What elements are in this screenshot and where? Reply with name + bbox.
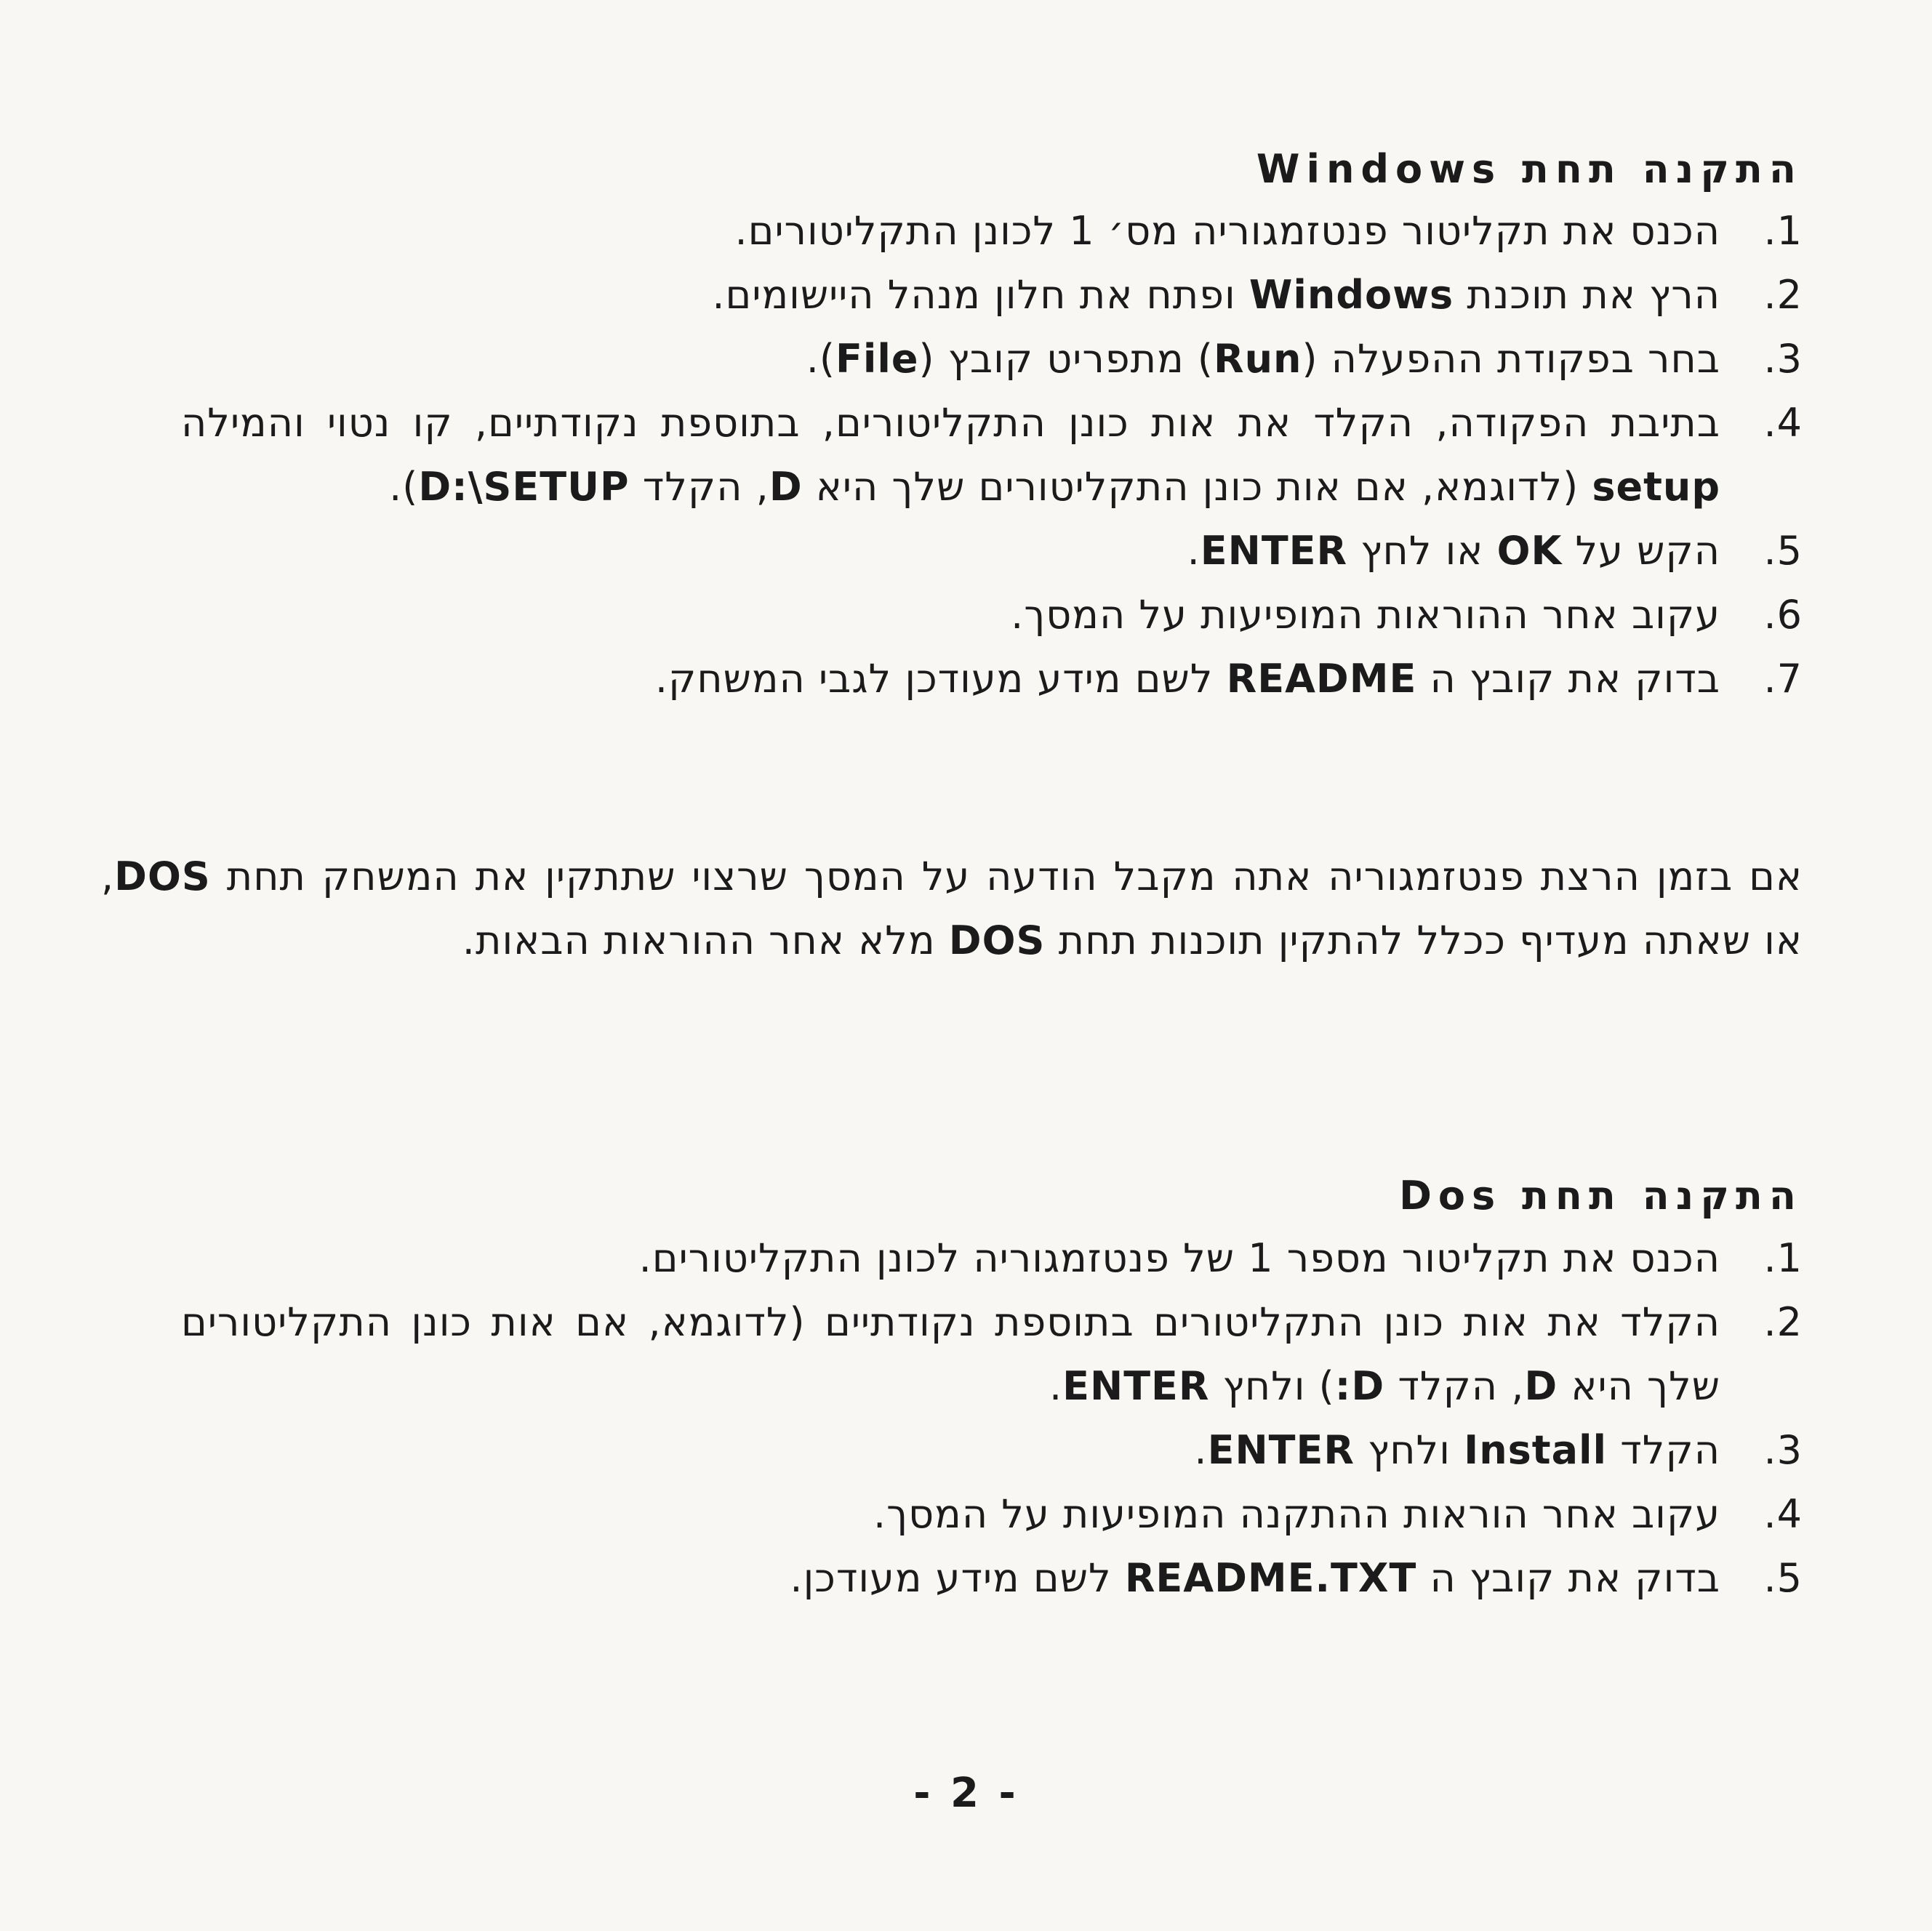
- step-number: 5.: [1763, 528, 1803, 574]
- text-segment: לשם מידע מעודכן לגבי המשחק.: [654, 656, 1227, 702]
- dos-note-paragraph: [101, 845, 1803, 973]
- text-segment: הקש על: [1562, 528, 1720, 574]
- install-step: [181, 1290, 1803, 1418]
- latin-term: DOS: [114, 854, 211, 899]
- latin-term: ENTER: [1062, 1363, 1210, 1409]
- windows-heading-english: Windows: [1256, 146, 1502, 192]
- install-step: [181, 1227, 1803, 1290]
- step-number: 3.: [1763, 1427, 1803, 1473]
- install-step: [181, 1546, 1803, 1610]
- text-segment: .: [1194, 1427, 1208, 1473]
- text-segment: לשם מידע מעודכן.: [790, 1555, 1125, 1601]
- text-segment: ).: [389, 464, 419, 510]
- latin-term: D:\SETUP: [418, 464, 630, 510]
- step-number: 1.: [1763, 1235, 1803, 1281]
- install-step: [181, 647, 1803, 711]
- step-text: [181, 647, 1720, 711]
- text-segment: או לחץ: [1347, 528, 1497, 574]
- step-number: 4.: [1763, 400, 1803, 446]
- text-segment: .: [1049, 1363, 1063, 1409]
- text-segment: הקלד את אות כונן התקליטורים בתוספת נקודתיים (לדוגמא, אם אות כונן התקליטורים שלך היא: [181, 1299, 1720, 1409]
- step-text: [181, 199, 1720, 263]
- text-segment: בדוק את קובץ ה: [1416, 656, 1720, 702]
- step-text: [181, 1227, 1720, 1290]
- latin-term: D: [769, 464, 803, 510]
- latin-term: Run: [1213, 336, 1302, 382]
- install-step: [181, 519, 1803, 583]
- install-step: [181, 583, 1803, 647]
- windows-install-heading: [203, 144, 1803, 195]
- text-segment: בחר בפקודת ההפעלה (: [1302, 336, 1720, 382]
- latin-term: README.TXT: [1124, 1555, 1417, 1601]
- install-step: [181, 327, 1803, 391]
- text-segment: ) ולחץ: [1209, 1363, 1335, 1409]
- latin-term: DOS: [948, 918, 1046, 963]
- text-segment: .: [1187, 528, 1201, 574]
- text-segment: ולחץ: [1354, 1427, 1464, 1473]
- step-text: [181, 1418, 1720, 1482]
- text-segment: (לדוגמא, אם אות כונן התקליטורים שלך היא: [802, 464, 1592, 510]
- step-number: 4.: [1763, 1491, 1803, 1537]
- text-segment: , הקלד: [629, 464, 769, 510]
- step-number: 2.: [1763, 1299, 1803, 1345]
- text-segment: עקוב אחר הוראות ההתקנה המופיעות על המסך.: [873, 1491, 1720, 1537]
- step-number: 5.: [1763, 1555, 1803, 1601]
- text-segment: , הקלד: [1384, 1363, 1525, 1409]
- latin-term: README: [1226, 656, 1417, 702]
- step-text: [181, 1290, 1720, 1418]
- page-number: - 2 -: [913, 1770, 1019, 1817]
- windows-install-steps: [181, 199, 1803, 711]
- latin-term: setup: [1592, 464, 1720, 510]
- install-step: [181, 199, 1803, 263]
- step-text: [181, 1546, 1720, 1610]
- latin-term: OK: [1496, 528, 1563, 574]
- text-segment: בדוק את קובץ ה: [1416, 1555, 1720, 1601]
- step-text: [181, 519, 1720, 583]
- install-step: [181, 391, 1803, 519]
- dos-install-steps: [181, 1227, 1803, 1610]
- text-segment: ) מתפריט קובץ (: [918, 336, 1214, 382]
- latin-term: Install: [1464, 1427, 1608, 1473]
- text-segment: הקלד: [1607, 1427, 1720, 1473]
- install-step: [181, 263, 1803, 327]
- text-segment: ).: [806, 336, 835, 382]
- step-text: [181, 263, 1720, 327]
- text-segment: עקוב אחר ההוראות המופיעות על המסך.: [1011, 592, 1720, 638]
- text-segment: מלא אחר ההוראות הבאות.: [462, 918, 949, 963]
- text-segment: הכנס את תקליטור פנטזמגוריה מס׳ 1 לכונן התקליטורים.: [734, 208, 1720, 254]
- step-number: 7.: [1763, 656, 1803, 702]
- text-segment: הרץ את תוכנת: [1454, 272, 1720, 318]
- dos-heading-english: Dos: [1399, 1173, 1502, 1219]
- text-segment: בתיבת הפקודה, הקלד את אות כונן התקליטורים, בתוספת נקודתיים, קו נטוי והמילה: [181, 400, 1720, 446]
- step-number: 2.: [1763, 272, 1803, 318]
- latin-term: File: [835, 336, 919, 382]
- step-text: [181, 391, 1720, 519]
- step-number: 1.: [1763, 208, 1803, 254]
- install-step: [181, 1482, 1803, 1546]
- latin-term: ENTER: [1200, 528, 1348, 574]
- text-segment: הכנס את תקליטור מספר 1 של פנטזמגוריה לכונן התקליטורים.: [638, 1235, 1720, 1281]
- latin-term: :D: [1334, 1363, 1385, 1409]
- windows-heading-hebrew: התקנה תחת: [1522, 146, 1803, 192]
- latin-term: ENTER: [1207, 1427, 1355, 1473]
- dos-install-heading: [203, 1171, 1803, 1221]
- latin-term: D: [1524, 1363, 1558, 1409]
- install-step: [181, 1418, 1803, 1482]
- step-number: 6.: [1763, 592, 1803, 638]
- step-number: 3.: [1763, 336, 1803, 382]
- dos-heading-hebrew: התקנה תחת: [1522, 1173, 1803, 1219]
- text-segment: אם בזמן הרצת פנטזמגוריה אתה מקבל הודעה על המסך שרצוי שתתקין את המשחק תחת: [210, 854, 1803, 899]
- step-text: [181, 327, 1720, 391]
- step-text: [181, 1482, 1720, 1546]
- text-segment: , או שאתה מעדיף ככלל להתקין תוכנות תחת: [101, 854, 1803, 963]
- latin-term: Windows: [1248, 272, 1454, 318]
- step-text: [181, 583, 1720, 647]
- text-segment: ופתח את חלון מנהל היישומים.: [712, 272, 1249, 318]
